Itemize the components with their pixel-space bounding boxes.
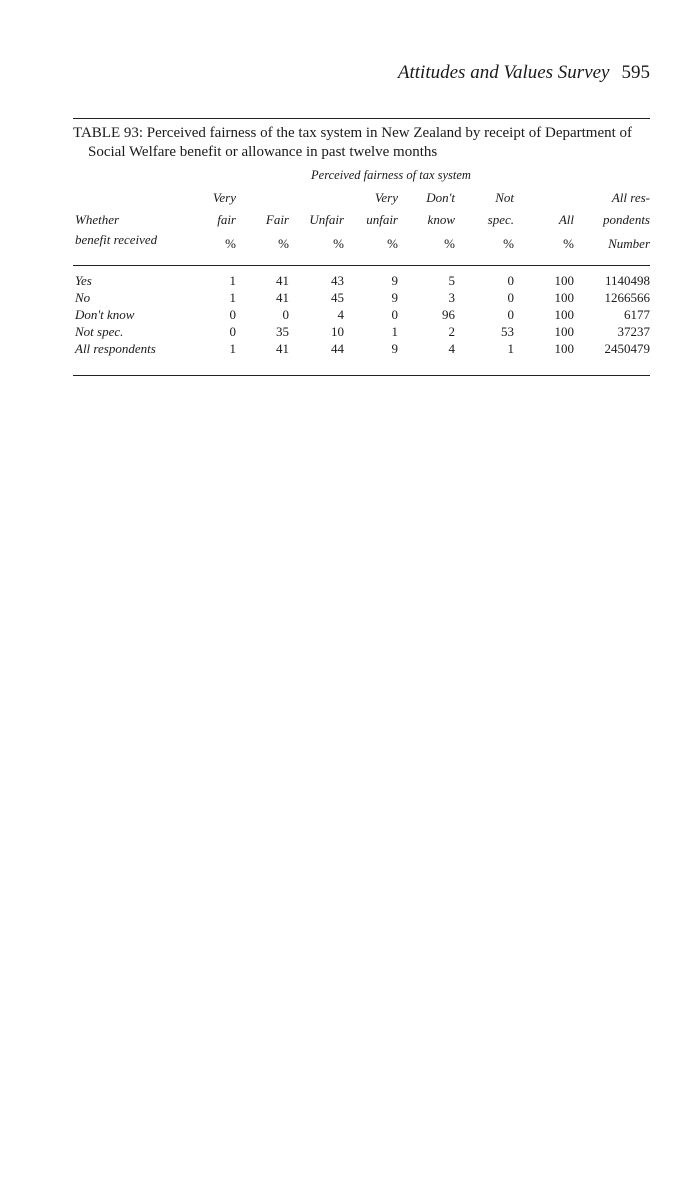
table-cell: 1140498 xyxy=(604,273,650,288)
col-header-dont-know-line2: know xyxy=(427,212,455,227)
stub-header-line1: Whether xyxy=(75,212,120,227)
table-cell: 0 xyxy=(507,307,514,322)
table-cell: 1 xyxy=(229,273,236,288)
table-cell: 100 xyxy=(554,273,574,288)
table-cell: 1 xyxy=(229,290,236,305)
table-cell: 41 xyxy=(276,341,289,356)
table-cell: 1 xyxy=(391,324,398,339)
col-header-unfair-unit: % xyxy=(333,236,344,251)
table-cell: 9 xyxy=(391,341,398,356)
table-cell: 9 xyxy=(391,273,398,288)
table-cell: 35 xyxy=(276,324,289,339)
running-header xyxy=(60,62,650,84)
table-cell: 37237 xyxy=(617,324,650,339)
column-spanner: Perceived fairness of tax system xyxy=(311,168,471,182)
row-label: Not spec. xyxy=(75,324,124,339)
table-cell: 2 xyxy=(448,324,455,339)
table-cell: 10 xyxy=(331,324,344,339)
row-label: Yes xyxy=(75,273,92,288)
table-cell: 4 xyxy=(448,341,455,356)
col-header-very-unfair-line1: Very xyxy=(374,190,398,205)
table-top-rule xyxy=(73,118,650,119)
table-cell: 1 xyxy=(507,341,514,356)
stub-header-line2: benefit received xyxy=(75,232,158,247)
col-header-unfair-line2: Unfair xyxy=(309,212,344,227)
table-cell: 9 xyxy=(391,290,398,305)
col-header-dont-know-unit: % xyxy=(444,236,455,251)
col-header-not-spec-line1: Not xyxy=(495,190,514,205)
table-cell: 0 xyxy=(507,273,514,288)
table-cell: 41 xyxy=(276,290,289,305)
table-cell: 0 xyxy=(229,324,236,339)
table-cell: 100 xyxy=(554,290,574,305)
table-cell: 41 xyxy=(276,273,289,288)
table-cell: 45 xyxy=(331,290,344,305)
table-cell: 5 xyxy=(448,273,455,288)
table-cell: 53 xyxy=(501,324,514,339)
table-cell: 1266566 xyxy=(604,290,650,305)
col-header-very-fair-line2: fair xyxy=(217,212,236,227)
table-cell: 100 xyxy=(554,324,574,339)
col-header-all-respondents-line1: All res- xyxy=(611,190,650,205)
table-cell: 4 xyxy=(337,307,344,322)
col-header-not-spec-unit: % xyxy=(503,236,514,251)
table-cell: 3 xyxy=(448,290,455,305)
col-header-very-unfair-unit: % xyxy=(387,236,398,251)
table-cell: 43 xyxy=(331,273,344,288)
col-header-very-fair-unit: % xyxy=(225,236,236,251)
table-bottom-rule xyxy=(73,375,650,376)
table-cell: 100 xyxy=(554,307,574,322)
col-header-all-respondents-unit: Number xyxy=(608,236,650,251)
table-cell: 44 xyxy=(331,341,344,356)
col-header-very-fair-line1: Very xyxy=(212,190,236,205)
col-header-dont-know-line1: Don't xyxy=(426,190,455,205)
col-header-all-unit: % xyxy=(563,236,574,251)
table-cell: 6177 xyxy=(624,307,650,322)
table-cell: 100 xyxy=(554,341,574,356)
col-header-very-unfair-line2: unfair xyxy=(366,212,398,227)
col-header-all-line2: All xyxy=(558,212,574,227)
col-header-fair-line2: Fair xyxy=(265,212,289,227)
row-label: No xyxy=(75,290,91,305)
table-header-rule xyxy=(73,265,650,266)
table-cell: 96 xyxy=(442,307,455,322)
table-cell: 2450479 xyxy=(604,341,650,356)
table-caption: TABLE 93: Perceived fairness of the tax system in New Zealand by receipt of Department of Social Welfare benefit or allowance in past twelve months xyxy=(73,125,633,160)
col-header-fair-unit: % xyxy=(278,236,289,251)
col-header-all-respondents-line2: pondents xyxy=(603,212,650,227)
table-cell: 1 xyxy=(229,341,236,356)
row-label: All respondents xyxy=(75,341,156,356)
table-cell: 0 xyxy=(282,307,289,322)
col-header-not-spec-line2: spec. xyxy=(487,212,514,227)
page-number: 595 xyxy=(621,62,650,83)
running-title: Attitudes and Values Survey xyxy=(397,62,610,83)
table-cell: 0 xyxy=(507,290,514,305)
row-label: Don't know xyxy=(75,307,135,322)
table-cell: 0 xyxy=(391,307,398,322)
table-cell: 0 xyxy=(229,307,236,322)
